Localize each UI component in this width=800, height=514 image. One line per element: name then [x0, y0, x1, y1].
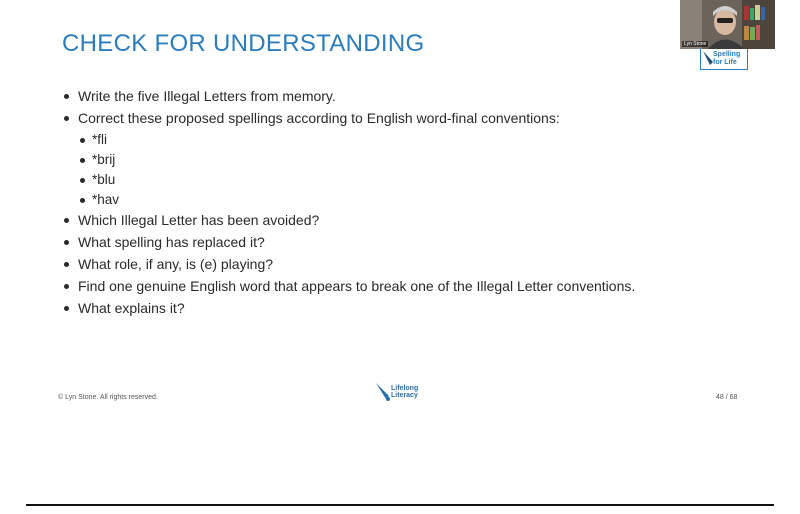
- logo-center-line2: Literacy: [391, 392, 418, 399]
- page-number: 48 / 68: [716, 394, 738, 401]
- lifelong-literacy-logo: [374, 381, 430, 405]
- bullet-item: What explains it?: [62, 298, 635, 320]
- webcam-video-tile[interactable]: [680, 0, 775, 49]
- slide-title: CHECK FOR UNDERSTANDING: [62, 30, 425, 57]
- bullet-item: Correct these proposed spellings according to English word-final conventions:: [62, 108, 635, 130]
- spelling-for-life-logo: [700, 48, 748, 70]
- sub-bullet-item: *fli: [62, 130, 635, 150]
- bullet-item: What role, if any, is (e) playing?: [62, 254, 635, 276]
- pen-nib-icon: [374, 381, 392, 403]
- logo-right-line2: for Life: [713, 58, 737, 66]
- bottom-divider: [26, 504, 774, 506]
- copyright-footer: © Lyn Stone. All rights reserved.: [58, 394, 158, 401]
- participant-name: Lyn Stone: [684, 41, 707, 47]
- bullet-item: What spelling has replaced it?: [62, 232, 635, 254]
- bullet-item: Which Illegal Letter has been avoided?: [62, 210, 635, 232]
- sub-bullet-item: *blu: [62, 170, 635, 190]
- bullet-item: Find one genuine English word that appears to break one of the Illegal Letter conventions.: [62, 276, 635, 298]
- sub-bullet-item: *brij: [62, 150, 635, 170]
- bullet-item: Write the five Illegal Letters from memory.: [62, 86, 635, 108]
- logo-right-line1: Spelling: [713, 51, 741, 58]
- logo-center-line1: Lifelong: [391, 385, 419, 392]
- sub-bullet-item: *hav: [62, 190, 635, 210]
- bullet-list: [62, 86, 635, 320]
